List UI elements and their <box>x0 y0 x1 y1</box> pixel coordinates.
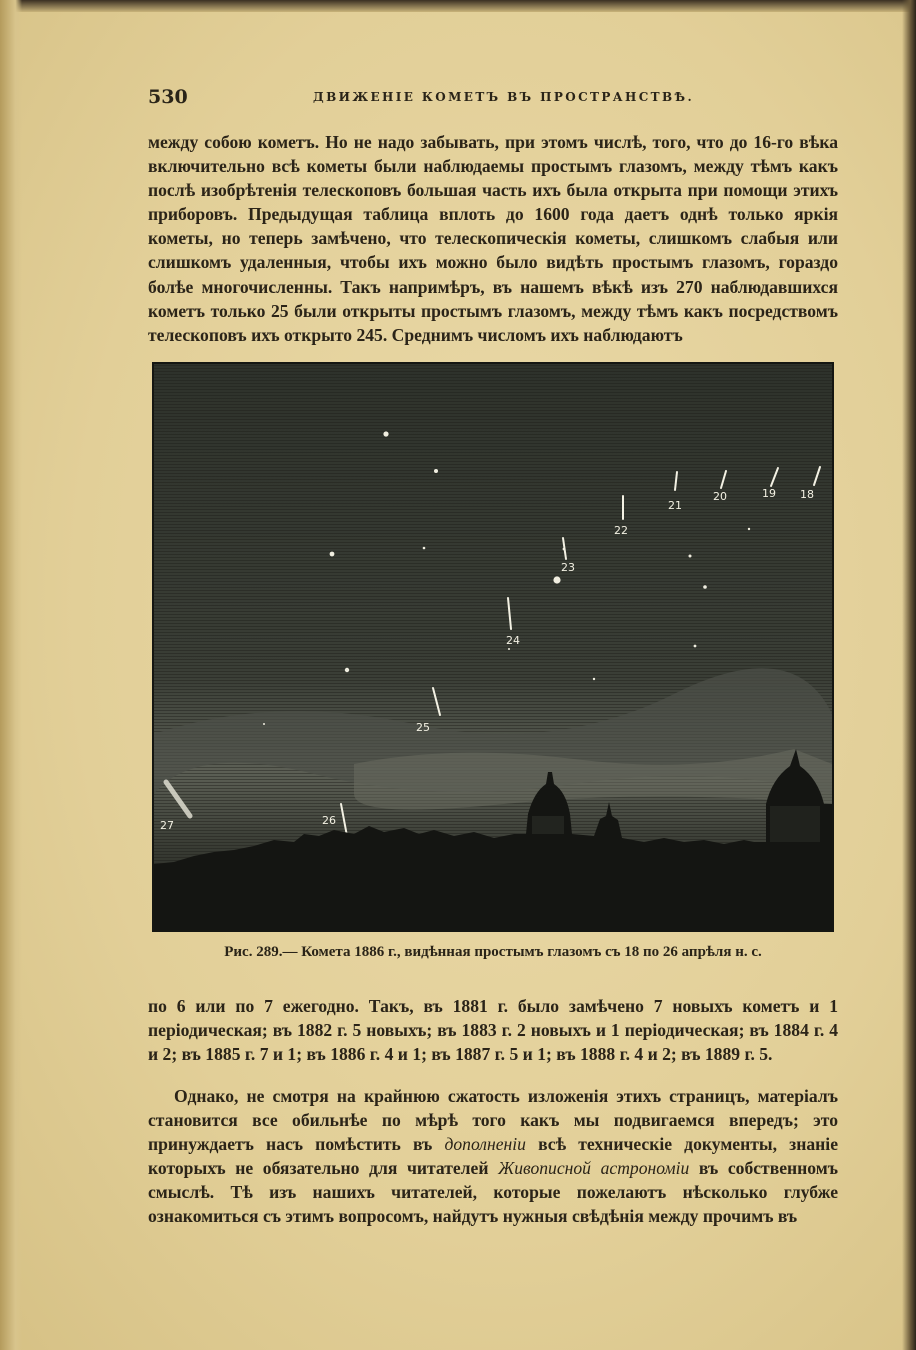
comet-label-18: 18 <box>800 488 814 501</box>
paragraph-middle: по 6 или по 7 ежегодно. Такъ, въ 1881 г. было замѣчено 7 новыхъ кометъ и 1 періодическая; въ 1882 г. 5 новыхъ; въ 1883 г. 2 новыхъ и 1 періодическая; въ 1884 г. 4 и 2; въ 1885 г. 7 и 1; въ 1886 г. 4 и 1; въ 1887 г. 5 и 1; въ 1888 г. 4 и 2; въ 1889 г. 5. <box>148 996 838 1065</box>
comet-label-24: 24 <box>506 634 520 647</box>
italic-dopolnenii: дополненіи <box>444 1134 526 1155</box>
page-right-edge <box>902 0 916 1350</box>
running-head: ДВИЖЕНІЕ КОМЕТЪ ВЪ ПРОСТРАНСТВѢ. <box>313 90 695 104</box>
figure-caption: Рис. 289.— Комета 1886 г., видѣнная простымъ глазомъ съ 18 по 26 апрѣля н. с. <box>224 944 762 960</box>
paragraph-bottom <box>148 1084 838 1229</box>
comet-label-20: 20 <box>713 490 727 503</box>
italic-book-title: Живописной астрономіи <box>498 1158 690 1179</box>
page-gutter <box>0 0 22 1350</box>
comet-label-22: 22 <box>614 524 628 537</box>
paragraph-bottom-part-2: всѣ техническіе документы, знаніе которыхъ не обязательно для читателей <box>148 1134 838 1179</box>
paragraph-bottom-part-3: въ собственномъ смыслѣ. Тѣ изъ нашихъ читателей, которые пожелаютъ нѣсколько глубже ознакомиться съ этимъ вопросомъ, найдутъ нужныя свѣдѣнія между прочимъ въ <box>148 1158 838 1227</box>
paragraph-bottom-part-1: Однако, не смотря на крайнюю сжатость изложенія этихъ страницъ, матеріалъ становится все обильнѣе по мѣрѣ того какъ мы подвигаемся впередъ; это принуждаетъ насъ помѣстить въ <box>148 1086 838 1155</box>
comet-label-19: 19 <box>762 487 776 500</box>
comet-label-26: 26 <box>322 814 336 827</box>
comet-label-25: 25 <box>416 721 430 734</box>
comet-label-23: 23 <box>561 561 575 574</box>
page-header <box>148 86 838 110</box>
comet-engraving <box>152 362 834 932</box>
comet-label-27: 27 <box>160 819 174 832</box>
page-number: 530 <box>148 86 188 108</box>
paragraph-top: между собою кометъ. Но не надо забывать, при этомъ числѣ, того, что до 16-го вѣка включительно всѣ кометы были наблюдаемы простымъ глазомъ, между тѣмъ какъ послѣ изобрѣтенія телескоповъ большая часть ихъ была открыта при помощи этихъ приборовъ. Предыдущая таблица вплоть до 1600 года даетъ однѣ только яркія кометы, но теперь замѣчено, что телескопическія кометы, слишкомъ слабыя или слишкомъ удаленныя, чтобы ихъ можно было видѣть простымъ глазомъ, гораздо болѣе многочисленны. Такъ напримѣръ, въ нашемъ вѣкѣ изъ 270 наблюдавшихся кометъ только 25 были открыты простымъ глазомъ, между тѣмъ какъ посредствомъ телескоповъ ихъ открыто 245. Среднимъ числомъ ихъ наблюдаютъ <box>148 132 838 345</box>
page-top-edge <box>0 0 916 12</box>
comet-label-21: 21 <box>668 499 682 512</box>
